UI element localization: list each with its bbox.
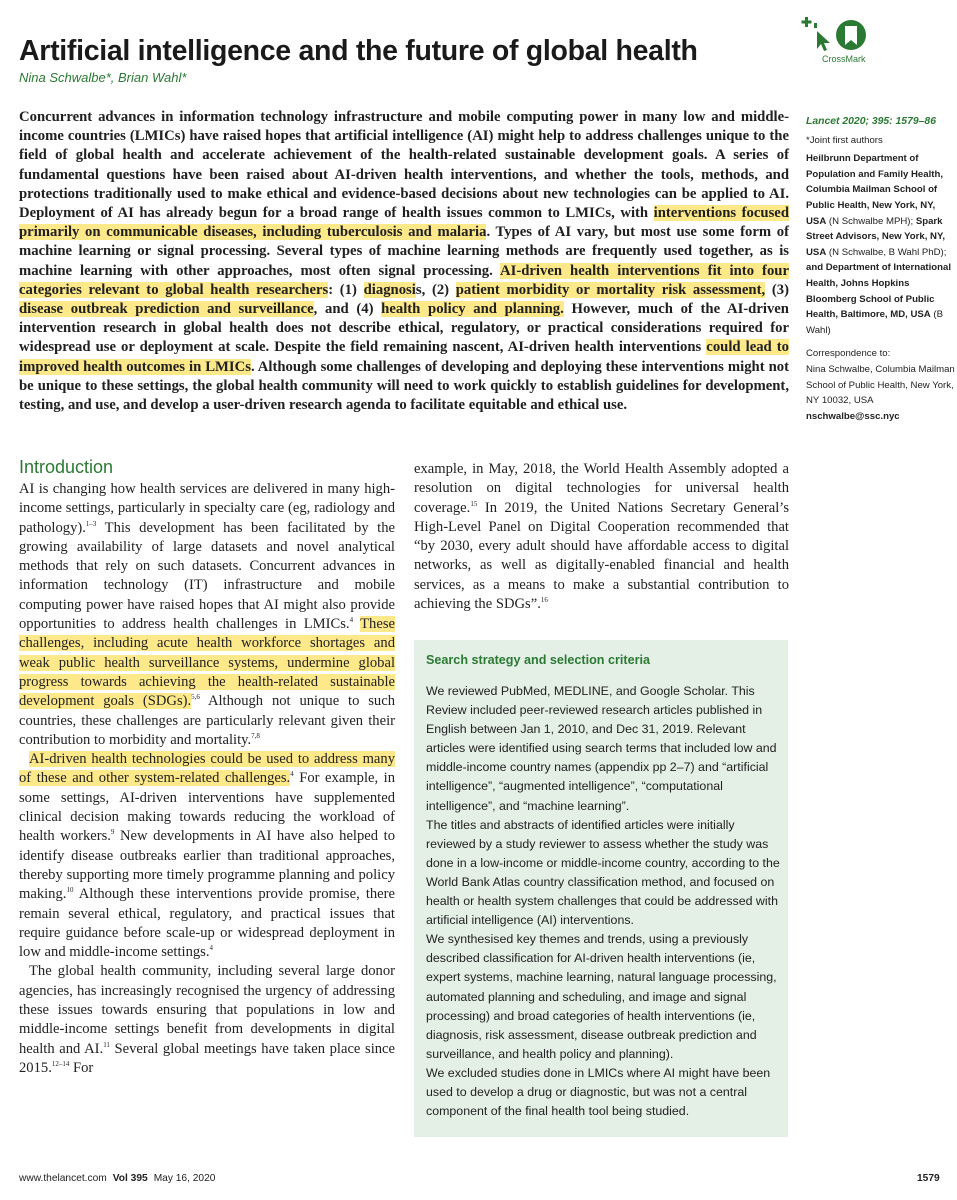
highlight: AI-driven health technologies could be used to address many of these and other system-related challenges. [19, 751, 395, 787]
paragraph: The global health community, including several large donor agencies, has increasingly recognised the urgency of addressing these issues towards ensuring that populations in low and middle-income settings benefit from developments in digital health and AI.$^{11}$ Several global meetings have taken place since 2015.$^{12-14}$ For [19, 963, 395, 1076]
joint-author-note: *Joint first authors [806, 134, 883, 146]
affiliations: Heilbrunn Department of Population and Family Health, Columbia Mailman School of Public Health, New York, NY, USA (N Schwalbe MPH); Spark Street Advisors, New York, NY, USA (N Schwalbe, B Wahl PhD); and Department of International Health, Johns Hopkins Bloomberg School of Public Health, Baltimore, MD, USA (B Wahl) [806, 153, 951, 336]
section-heading-introduction: Introduction [19, 457, 114, 477]
highlight: These challenges, including acute health workforce shortages and weak public health surveillance systems, undermine global progress towards achieving the health-related sustainable development goals (SDGs). [19, 616, 395, 710]
correspondence-heading: Correspondence to: [806, 348, 891, 360]
paragraph: example, in May, 2018, the World Health Assembly adopted a resolution on digital technologies for universal health coverage.$^{15}$ In 2019, the United Nations Secretary General’s High-Level Panel on Digital Cooperation recommended that “by 2030, every adult should have affordable access to digital networks, as well as digitally-enabled financial and health services, as a means to make a substantial contribution to achieving the SDGs”.$^{16}$ [414, 461, 789, 613]
citation[interactable]: Lancet 2020; 395: 1579–86 [806, 116, 936, 127]
body-column-left [19, 480, 395, 1078]
abstract: Concurrent advances in information technology infrastructure and mobile computing power in many low and middle-income countries (LMICs) have raised hopes that artificial intelligence (AI) might help to address challenges unique to the field of global health and accelerate achievement of the health-related sustainable development goals. A series of fundamental questions have been raised about AI-driven health interventions, and whether the tools, methods, and protections traditionally used to make ethical and evidence-based decisions about new technologies can be applied to AI. Deployment of AI has already begun for a broad range of health issues common to LMICs, with interventions focused primarily on communicable diseases, including tuberculosis and malaria. Types of AI vary, but most use some form of machine learning or signal processing. Several types of machine learning methods are frequently used together, as is machine learning with other approaches, most often signal processing. AI-driven health interventions fit into four categories relevant to global health researchers: (1) diagnosis, (2) patient morbidity or mortality risk assessment, (3) disease outbreak prediction and surveillance, and (4) health policy and planning. However, much of the AI-driven intervention research in global health does not describe ethical, regulatory, or practical considerations required for widespread use or deployment at scale. Despite the field remaining nascent, AI-driven health interventions could lead to improved health outcomes in LMICs. Although some challenges of developing and deploying these interventions might not be unique to these settings, the global health community will need to work quickly to establish guidelines for development, testing, and use, and develop a user-driven research agenda to facilitate equitable and ethical use. [19, 109, 790, 414]
page-footer [19, 1173, 215, 1184]
panel-paragraph: We reviewed PubMed, MEDLINE, and Google Scholar. This Review included peer-reviewed research articles published in English between Jan 1, 2010, and Dec 31, 2019. Relevant articles were identified using search terms that included low and middle-income country names (appendix pp 2–7) and “artificial intelligence”, “augmented intelligence”, “computational intelligence”, and “machine learning”. [426, 684, 777, 813]
panel-title: Search strategy and selection criteria [426, 653, 650, 667]
panel-paragraph: The titles and abstracts of identified articles were initially reviewed by a study reviewer to assess whether the study was done in a low-income or middle-income country, according to the World Bank Atlas country classification method, and focused on health or health system challenges that could be addressed with artificial intelligence (AI) interventions. [426, 817, 780, 928]
author-list[interactable]: Nina Schwalbe*, Brian Wahl* [19, 70, 187, 85]
highlight: could lead to improved health outcomes in LMICs [19, 339, 789, 375]
correspondence-address: Nina Schwalbe, Columbia Mailman School of Public Health, New York, NY 10032, USA [806, 363, 955, 407]
paragraph: AI-driven health technologies could be used to address many of these and other system-related challenges.$^4$ For example, in some settings, AI-driven interventions have supplemented clinical decision making towards reducing the workload of health workers.$^9$ New developments in AI have also helped to identify disease outbreaks earlier than traditional approaches, thereby supporting more timely programme planning and policy making.$^{10}$ Although these interventions provide promise, there remain several ethical, regulatory, and practical issues that require guidance before scale-up or widespread deployment in low and middle-income settings.$^4$ [19, 751, 396, 961]
highlight: AI-driven health interventions fit into four categories relevant to global health researchers [19, 262, 789, 298]
search-strategy-panel [414, 640, 788, 1137]
volume: Vol 395 [112, 1173, 148, 1184]
journal-url[interactable]: www.thelancet.com [19, 1173, 107, 1184]
highlight: patient morbidity or mortality risk assessment, [455, 281, 766, 298]
highlight: diagnosi [363, 281, 416, 298]
panel-paragraph: We synthesised key themes and trends, using a previously described classification for AI-driven health interventions (ie, expert systems, machine learning, natural language processing, automated planning and scheduling, and image and signal processing) and broad categories of health interventions (ie, diagnosis, risk assessment, disease outbreak prediction and surveillance, and health policy and planning). [426, 932, 777, 1061]
page-number: 1579 [917, 1173, 940, 1184]
highlight: health policy and planning. [381, 301, 564, 318]
body-column-right [414, 460, 789, 614]
panel-body [426, 682, 780, 1121]
highlight: interventions focused primarily on communicable diseases, including tuberculosis and malaria [19, 205, 789, 241]
article-title: Artificial intelligence and the future of global health [19, 35, 698, 68]
correspondence-email[interactable]: nschwalbe@ssc.nyc [806, 410, 900, 422]
panel-paragraph: We excluded studies done in LMICs where AI might have been used to develop a drug or diagnostic, but was not a central component of the final health tool being studied. [426, 1065, 771, 1119]
paragraph: AI is changing how health services are delivered in many high-income settings, particularly in specialty care (eg, radiology and pathology).$^{1-3}$ This development has been facilitated by the growing availability of large datasets and novel analytical methods that rely on such datasets. Concurrent advances in information technology (IT) infrastructure and mobile computing power have raised hopes that AI might also provide opportunities to address health challenges in LMICs.$^4$ These challenges, including acute health workforce shortages and weak public health surveillance systems, undermine global progress towards achieving the health-related sustainable development goals (SDGs).$^{5,6}$ Although not unique to such countries, these challenges are particularly relevant given their contribution to morbidity and mortality.$^{7,8}$ [19, 481, 395, 748]
issue-date: May 16, 2020 [153, 1173, 216, 1184]
highlight: disease outbreak prediction and surveillance [19, 301, 314, 318]
crossmark-label[interactable]: CrossMark [822, 54, 866, 64]
article-sidebar [806, 114, 956, 424]
